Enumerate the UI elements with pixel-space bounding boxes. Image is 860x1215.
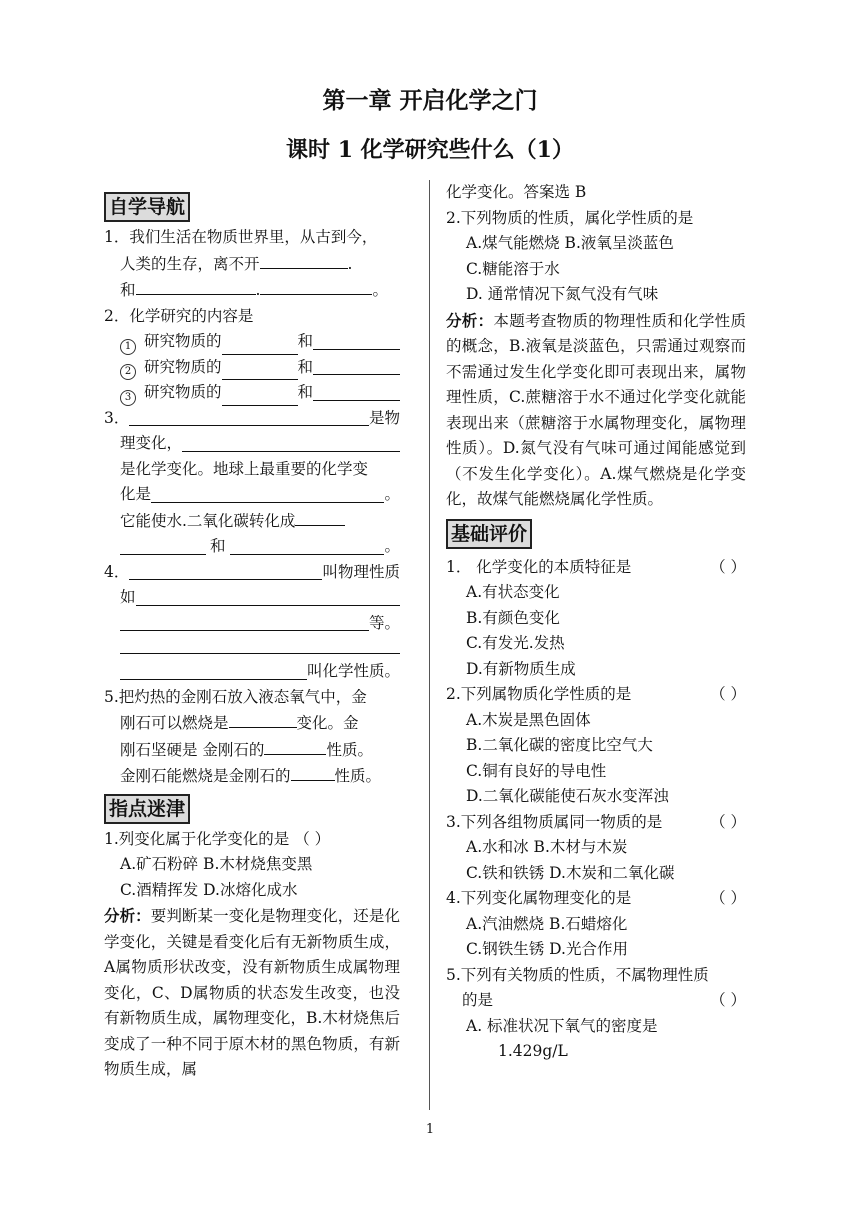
blank[interactable] [136, 588, 400, 606]
question-option: D.二氧化碳能使石灰水变浑浊 [466, 787, 669, 805]
blank[interactable] [230, 537, 385, 555]
circled-number: 3 [120, 390, 136, 406]
example1-options: A.矿石粉碎 B.木材烧焦变黑 [120, 855, 313, 873]
answer-paren[interactable]: （ ） [710, 685, 746, 703]
lesson-title: 课时 1 化学研究些什么（1） [286, 137, 574, 163]
question-option: C.有发光.发热 [466, 634, 565, 652]
blank[interactable] [313, 383, 400, 401]
blank[interactable] [313, 332, 400, 350]
column-divider [429, 180, 430, 1110]
question-stem: 3.下列各组物质属同一物质的是 （ ） [446, 810, 746, 836]
analysis-continuation: 化学变化。答案选 B [446, 183, 587, 201]
question-option: C.铜有良好的导电性 [466, 761, 607, 780]
question-option: B.二氧化碳的密度比空气大 [466, 736, 653, 754]
circled-number: 1 [120, 339, 136, 355]
q5-line-c: 刚石坚硬是 金刚石的 性质。 [104, 737, 400, 764]
blank[interactable] [260, 251, 348, 269]
blank[interactable] [120, 662, 307, 680]
q4-line-b: 如 [104, 585, 400, 611]
q1-line-c: 和 . 。 [104, 277, 400, 304]
q4-line-a: 4． 叫物理性质 [104, 562, 400, 581]
question-option: C.铁和铁锈 D.木炭和二氧化碳 [466, 863, 675, 882]
blank[interactable] [120, 636, 400, 654]
blank[interactable] [260, 277, 372, 295]
blank[interactable] [129, 408, 369, 426]
q2-item: 1 研究物质的 和 [104, 329, 400, 355]
q5-line-a: 5.把灼热的金刚石放入液态氧气中，金 [104, 687, 367, 706]
question-option: C.钢铁生锈 D.光合作用 [466, 940, 628, 958]
question-option: A.汽油燃烧 B.石蜡熔化 [466, 914, 628, 933]
section-heading-basic-assessment: 基础评价 [446, 519, 532, 549]
section-heading-guidance: 指点迷津 [104, 794, 190, 824]
example2-options: D. 通常情况下氮气没有气味 [466, 285, 659, 303]
q3-line-a: 3． 是物 [104, 408, 400, 427]
question-stem: 2.下列属物质化学性质的是 （ ） [446, 682, 746, 708]
answer-paren[interactable]: （ ） [710, 557, 746, 576]
section-heading-self-study: 自学导航 [104, 192, 190, 222]
q3-line-d: 化是 。 [120, 485, 400, 503]
blank[interactable] [120, 613, 369, 631]
question-option: B.有颜色变化 [466, 608, 560, 627]
q3-line-b: 理变化， [104, 431, 400, 457]
q5-line-b: 刚石可以燃烧是 变化。金 [104, 710, 400, 737]
example1-options: C.酒精挥发 D.冰熔化成水 [120, 880, 298, 899]
blank[interactable] [295, 508, 345, 526]
blank[interactable] [182, 434, 400, 452]
blank[interactable] [291, 763, 335, 781]
blank[interactable] [151, 485, 384, 503]
blank[interactable] [120, 537, 206, 555]
blank[interactable] [229, 710, 297, 728]
blank[interactable] [313, 357, 400, 375]
q4-line-e: 叫化学性质。 [104, 659, 400, 685]
q3-line-c: 是化学变化。地球上最重要的化学变 [120, 459, 369, 478]
left-column [104, 190, 400, 1083]
blank[interactable] [222, 337, 298, 355]
blank[interactable] [264, 737, 326, 755]
blank[interactable] [136, 277, 256, 295]
q1-line-a: 1．我们生活在物质世界里，从古到今， [104, 228, 378, 246]
answer-paren[interactable]: （ ） [710, 991, 746, 1009]
chapter-title: 第一章 开启化学之门 [322, 87, 538, 114]
q3-line-f: 和 。 [104, 534, 400, 560]
question-option-value: 1.429g/L [498, 1042, 568, 1060]
example2-options: A.煤气能燃烧 B.液氧呈淡蓝色 [466, 234, 674, 252]
example1-stem: 1.列变化属于化学变化的是 （ ） [104, 829, 331, 848]
question-stem: 1． 化学变化的本质特征是 （ ） [446, 555, 746, 581]
q5-line-d: 金刚石能燃烧是金刚石的 性质。 [104, 763, 400, 790]
q2-stem: 2．化学研究的内容是 [104, 306, 254, 325]
page-number: 1 [425, 1122, 435, 1137]
example2-options: C.糖能溶于水 [466, 259, 560, 278]
example1-analysis: 分析：要判断某一变化是物理变化，还是化学变化，关键是看变化后有无新物质生成，A属物质形状改变，没有新物质生成属物理变化，C、D属物质的状态发生改变，也没有新物质生成，属物理变化，B.木材烧焦后变成了一种不同于原木材的黑色物质，有新物质生成，属 [104, 906, 400, 1078]
blank[interactable] [129, 562, 322, 580]
example2-analysis: 分析：本题考查物质的物理性质和化学性质的概念，B.液氧是淡蓝色，只需通过观察而不需通过发生化学变化即可表现出来，属物理性质，C.蔗糖溶于水不通过化学变化就能表现出来（蔗糖溶于水属物理变化，属物理性质）。D.氮气没有气味可通过闻能感觉到（不发生化学变化）。A.煤气燃烧是化学变化，故煤气能燃烧属化学性质。 [446, 310, 746, 508]
question-stem: 4.下列变化属物理变化的是 （ ） [446, 886, 746, 912]
q1-line-b: 人类的生存，离不开 . [104, 251, 400, 278]
question5-stem-cont: 的是 （ ） [446, 988, 746, 1014]
question-option: A. 标准状况下氧气的密度是 [466, 1016, 658, 1035]
question-option: A.有状态变化 [466, 583, 560, 601]
q2-item: 2 研究物质的 和 [104, 355, 400, 381]
blank[interactable] [222, 388, 298, 406]
answer-paren[interactable]: （ ） [710, 812, 746, 831]
blank[interactable] [222, 362, 298, 380]
example2-stem: 2.下列物质的性质，属化学性质的是 [446, 208, 694, 227]
question-option: A.木炭是黑色固体 [466, 710, 591, 729]
question5-stem: 5.下列有关物质的性质，不属物理性质 [446, 965, 709, 984]
question-option: A.水和冰 B.木材与木炭 [466, 838, 628, 856]
q4-line-d [104, 636, 400, 659]
circled-number: 2 [120, 364, 136, 380]
q3-line-e: 它能使水.二氧化碳转化成 [104, 508, 400, 535]
question-option: D.有新物质生成 [466, 659, 576, 678]
right-column [446, 180, 746, 1065]
q4-line-c: 等。 [104, 611, 400, 637]
answer-paren[interactable]: （ ） [710, 889, 746, 907]
q2-item: 3 研究物质的 和 [104, 380, 400, 406]
